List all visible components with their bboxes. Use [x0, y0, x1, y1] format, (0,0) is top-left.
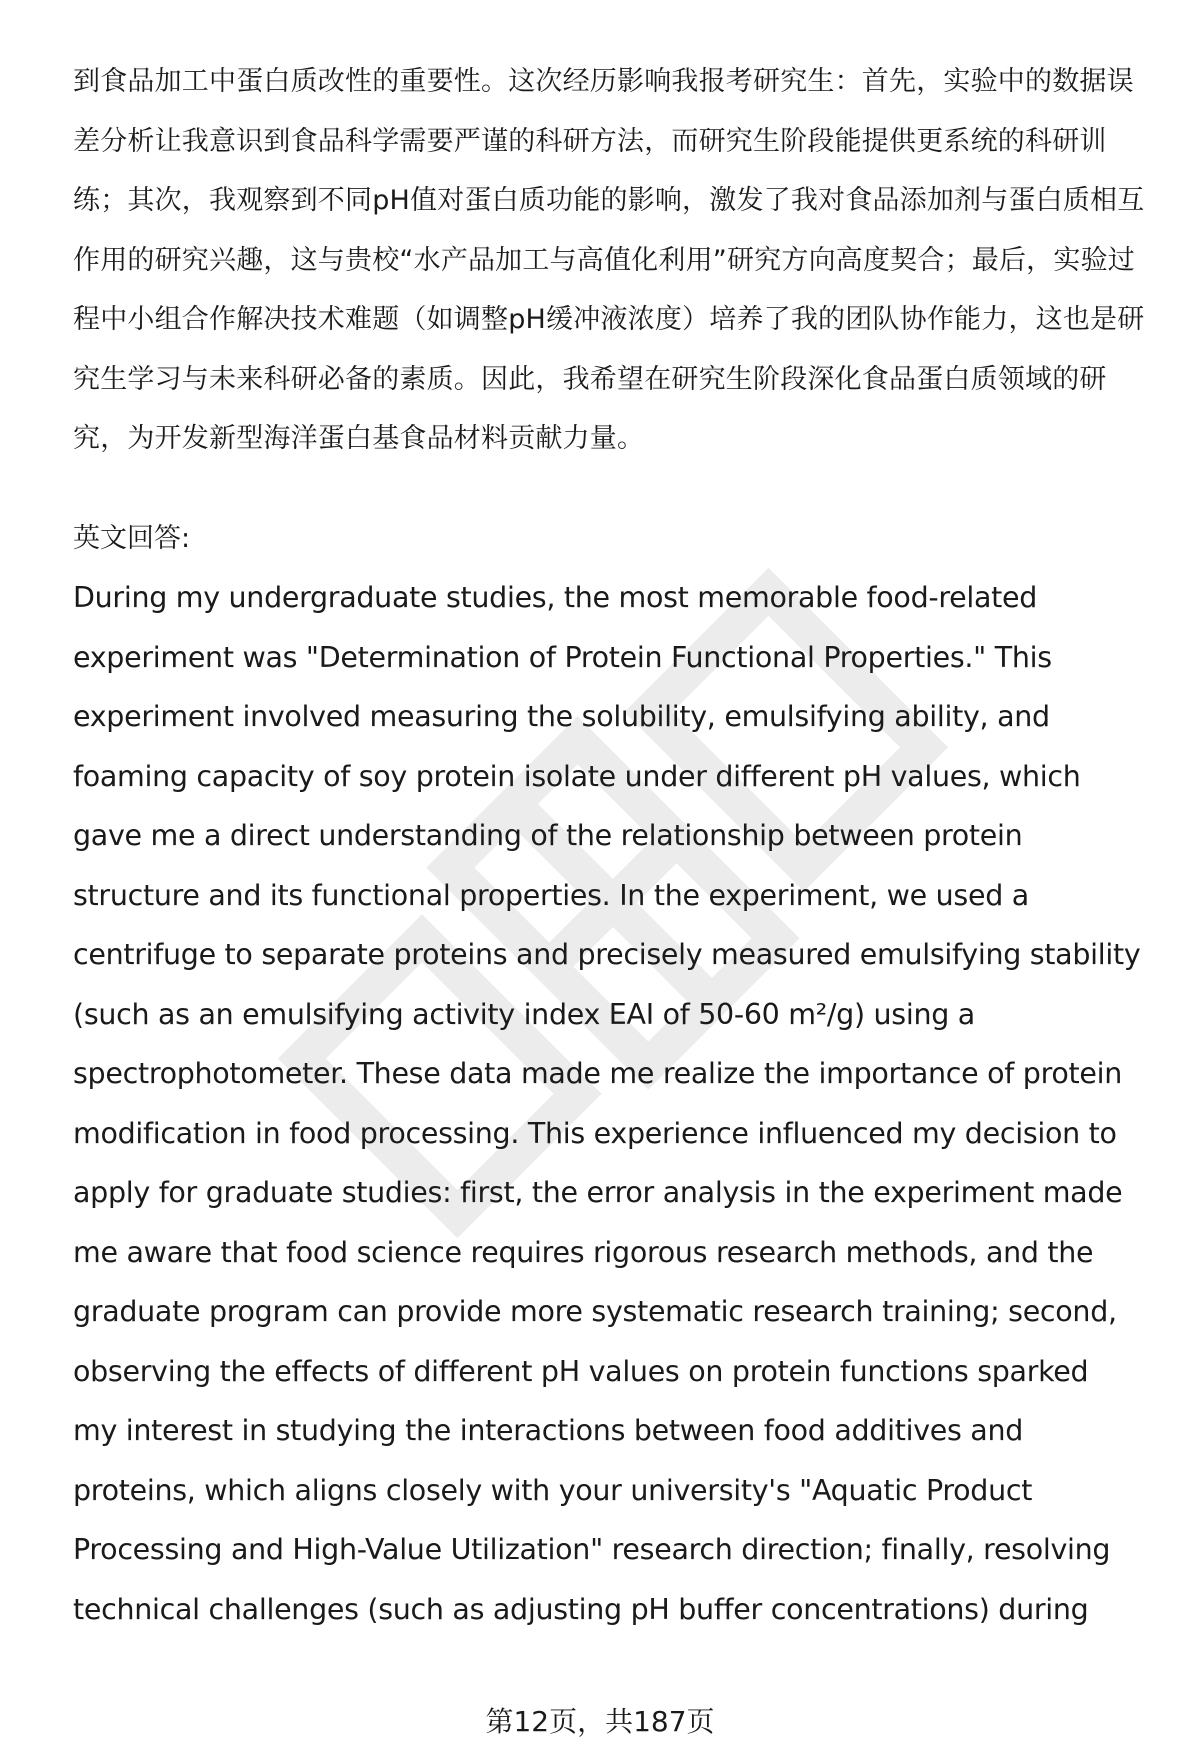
main-content [73, 52, 1153, 1639]
english-answer-label: 英文回答: [73, 522, 191, 554]
page-number: 第12页，共187页 [485, 1705, 715, 1738]
english-answer-paragraph: During my undergraduate studies, the most memorable food-related experiment was "Determination of Protein Functional Properties." This experiment involved measuring the solubility, emulsifying ability, and foaming capacity of soy protein isolate under different pH values, which gave me a direct understanding of the relationship between protein structure and its functional properties. In the experiment, we used a centrifuge to separate proteins and precisely measured emulsifying stability (such as an emulsifying activity index EAI of 50-60 m²/g) using a spectrophotometer. These data made me realize the importance of protein modification in food processing. This experience influenced my decision to apply for graduate studies: first, the error analysis in the experiment made me aware that food science requires rigorous research methods, and the graduate program can provide more systematic research training; second, observing the effects of different pH values on protein functions sparked my interest in studying the interactions between food additives and proteins, which aligns closely with your university's "Aquatic Product Processing and High-Value Utilization" research direction; finally, resolving technical challenges (such as adjusting pH buffer concentrations) during [73, 581, 1141, 1626]
chinese-answer-paragraph: 到食品加工中蛋白质改性的重要性。这次经历影响我报考研究生：首先，实验中的数据误差分析让我意识到食品科学需要严谨的科研方法，而研究生阶段能提供更系统的科研训练；其次，我观察到不同pH值对蛋白质功能的影响，激发了我对食品添加剂与蛋白质相互作用的研究兴趣，这与贵校“水产品加工与高值化利用”研究方向高度契合；最后，实验过程中小组合作解决技术难题（如调整pH缓冲液浓度）培养了我的团队协作能力，这也是研究生学习与未来科研必备的素质。因此，我希望在研究生阶段深化食品蛋白质领域的研究，为开发新型海洋蛋白基食品材料贡献力量。 [73, 66, 1145, 454]
